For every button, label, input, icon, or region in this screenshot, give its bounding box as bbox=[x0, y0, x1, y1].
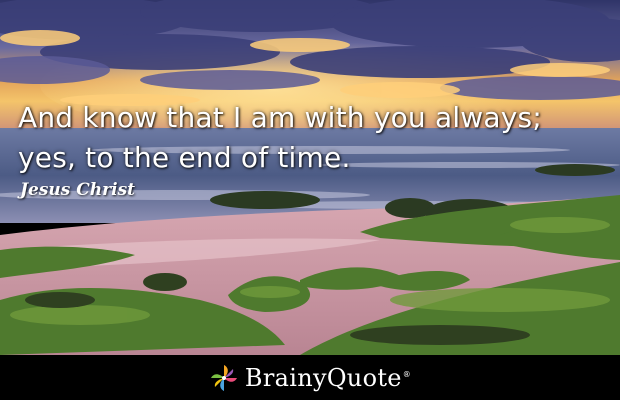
brand-link[interactable] bbox=[209, 363, 411, 393]
footer-bar bbox=[0, 355, 620, 400]
quote-line-2: yes, to the end of time. bbox=[18, 141, 351, 174]
quote-text bbox=[18, 98, 598, 178]
brand-name: BrainyQuote® bbox=[244, 363, 412, 392]
pinwheel-icon bbox=[209, 363, 239, 393]
quote-author: Jesus Christ bbox=[20, 180, 136, 200]
quote-line-1: And know that I am with you always; bbox=[18, 101, 542, 134]
registered-mark: ® bbox=[402, 369, 412, 379]
